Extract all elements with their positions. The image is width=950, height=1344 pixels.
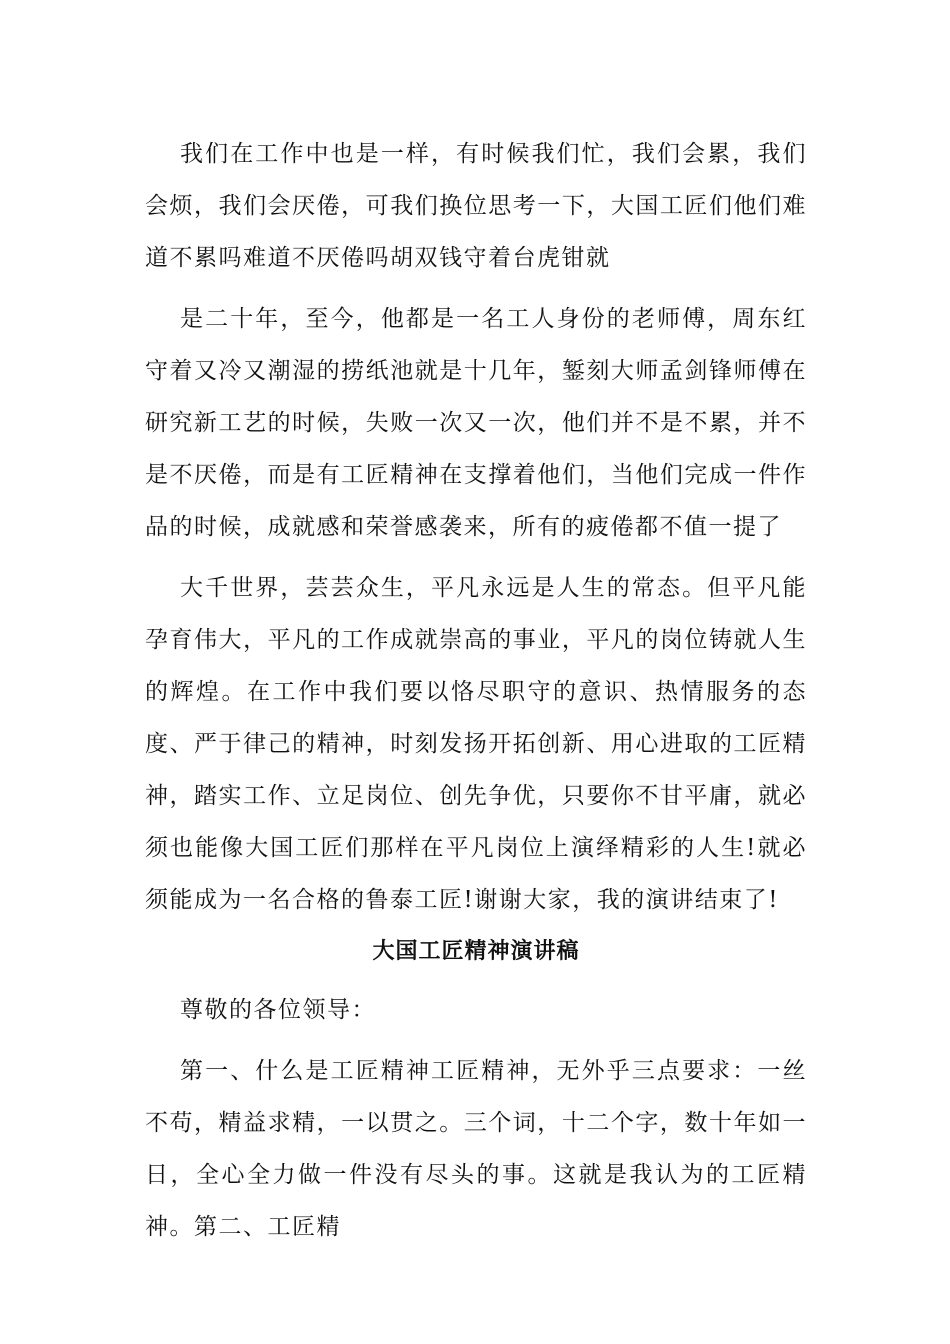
paragraph-3: 大千世界，芸芸众生，平凡永远是人生的常态。但平凡能孕育伟大，平凡的工作成就崇高的事业，平凡的岗位铸就人生的辉煌。在工作中我们要以恪尽职守的意识、热情服务的态度、严于律己的精神，时刻发扬开拓创新、用心进取的工匠精神，踏实工作、立足岗位、创先争优，只要你不甘平庸，就必须也能像大国工匠们那样在平凡岗位上演绎精彩的人生!就必须能成为一名合格的鲁泰工匠!谢谢大家，我的演讲结束了!: [145, 575, 807, 913]
paragraph-4: 第一、什么是工匠精神工匠精神，无外乎三点要求：一丝不苟，精益求精，一以贯之。三个词，十二个字，数十年如一日，全心全力做一件没有尽头的事。这就是我认为的工匠精神。第二、工匠精: [145, 1058, 807, 1240]
paragraph-1: 我们在工作中也是一样，有时候我们忙，我们会累，我们会烦，我们会厌倦，可我们换位思考一下，大国工匠们他们难道不累吗难道不厌倦吗胡双钱守着台虎钳就: [145, 141, 807, 271]
paragraph-2: 是二十年，至今，他都是一名工人身份的老师傅，周东红守着又冷又潮湿的捞纸池就是十几年，錾刻大师孟剑锋师傅在研究新工艺的时候，失败一次又一次，他们并不是不累，并不是不厌倦，而是有工匠精神在支撑着他们，当他们完成一件作品的时候，成就感和荣誉感袭来，所有的疲倦都不值一提了: [145, 306, 807, 540]
section-title: 大国工匠精神演讲稿: [372, 939, 580, 964]
salutation: 尊敬的各位领导：: [180, 997, 376, 1023]
document-page: [145, 128, 807, 1253]
